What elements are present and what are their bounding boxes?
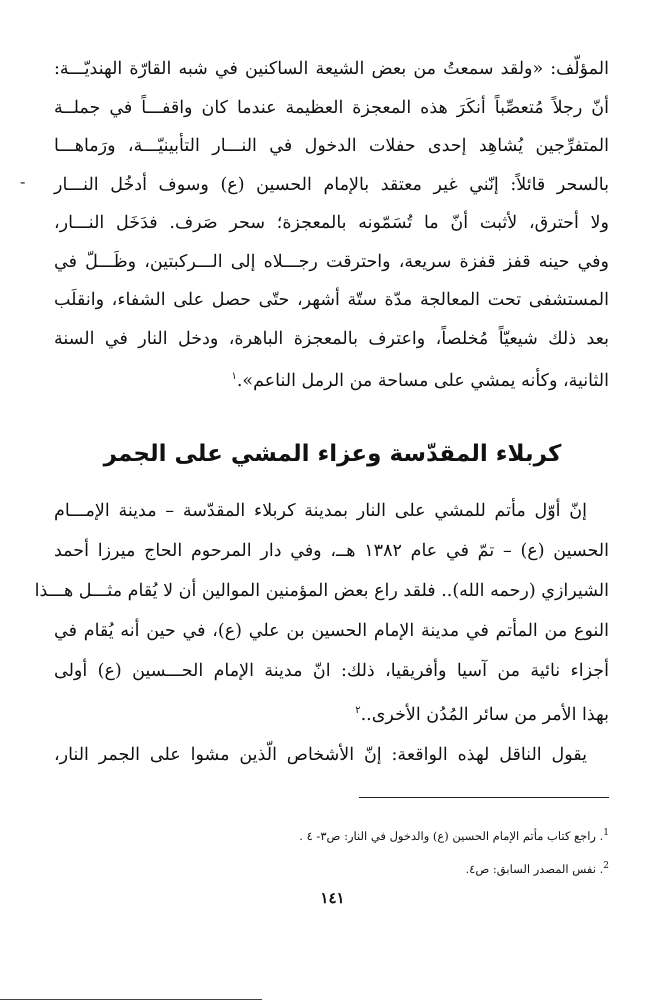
footnote-text: . راجع كتاب مأتم الإمام الحسين (ع) والدخول في النار: ص٣- ٤ . xyxy=(299,828,604,843)
paragraph-1 xyxy=(54,50,609,400)
margin-mark: - xyxy=(20,172,26,191)
paragraph-1-line: أنّ رجلاً مُتعصِّباً أنكَرَ هذه المعجزة العظيمة عندما كان واقفـــاً في جملــة xyxy=(54,97,609,118)
paragraph-2-line: الحسين (ع) – تمّ في عام ١٣٨٢ هــ، وفي دار المرحوم الحاج ميرزا أحمد xyxy=(54,541,609,561)
footnote-text: . نفس المصدر السابق: ص٤. xyxy=(465,861,604,876)
paragraph-1-line: بعد ذلك شيعيّاً مُخلصاً، واعترف بالمعجزة الباهرة، ودخل النار في السنة xyxy=(54,328,609,349)
footnote-number: 2 xyxy=(603,860,609,871)
paragraph-2-last-line xyxy=(54,691,609,735)
paragraph-1-line-text: الثانية، وكأنه يمشي على مساحة من الرمل الناعم». xyxy=(236,370,609,391)
paragraph-2-line: أجزاء نائية من آسيا وأفريقيا، ذلك: انّ مدينة الإمام الحـــسين (ع) أولى xyxy=(54,661,609,681)
paragraph-1-line: وفي حينه قفز قفزة سريعة، واحترقت رجـــلاه إلى الـــركبتين، وظَـــلّ في xyxy=(54,251,609,272)
paragraph-1-line: ولا أحترق، لأثبت أنّ ما تُسَمّونه بالمعجزة؛ سحر صَرف. فدَخَل النـــار، xyxy=(54,213,609,233)
section-heading: كربلاء المقدّسة وعزاء المشي على الجمر xyxy=(103,441,562,467)
paragraph-1-last-line xyxy=(54,358,609,400)
paragraph-1-line: المستشفى تحت المعالجة مدّة ستّة أشهر، حتّى حصل على الشفاء، وانقلَب xyxy=(54,290,609,310)
footnote-ref-2: ٢ xyxy=(355,705,361,716)
bottom-border-line xyxy=(0,999,262,1000)
paragraph-2-line: الشيرازي (رحمه الله).. فلقد راع بعض المؤمنين الموالين أن لا يُقام مثـــل هـــذا xyxy=(34,581,609,601)
paragraph-2 xyxy=(34,491,609,775)
paragraph-3: يقول الناقل لهذه الواقعة: إنّ الأشخاص الّذين مشوا على الجمر النار، xyxy=(54,744,587,765)
footnote-divider xyxy=(359,797,609,798)
paragraph-1-line: المتفرِّجين يُشاهِد إحدى حفلات الدخول في النـــار التأبينيّـــة، ورَماهـــا xyxy=(54,136,609,156)
footnote-ref-1: ١ xyxy=(231,371,237,382)
footnote-2 xyxy=(54,851,609,884)
paragraph-2-line-text: بهذا الأمر من سائر المُدُن الأخرى.. xyxy=(360,704,609,725)
paragraph-2-line: النوع من المأتم في مدينة الإمام الحسين بن علي (ع)، في حين أنه يُقام في xyxy=(54,621,609,641)
footnote-1 xyxy=(54,818,609,851)
paragraph-1-line: المؤلّف: «ولقد سمعتُ من بعض الشيعة الساكنين في شبه القارّة الهنديّـــة: xyxy=(54,59,609,79)
page-number: ١٤١ xyxy=(320,889,345,907)
paragraph-1-line: بالسحر قائلاً: إنّني غير معتقد بالإمام الحسين (ع) وسوف أدخُل النـــار xyxy=(54,174,609,195)
footnote-number: 1 xyxy=(603,828,609,838)
paragraph-2-line: إنّ أوّل مأتم للمشي على النار بمدينة كربلاء المقدّسة – مدينة الإمـــام xyxy=(54,501,587,521)
footnotes xyxy=(54,818,609,884)
